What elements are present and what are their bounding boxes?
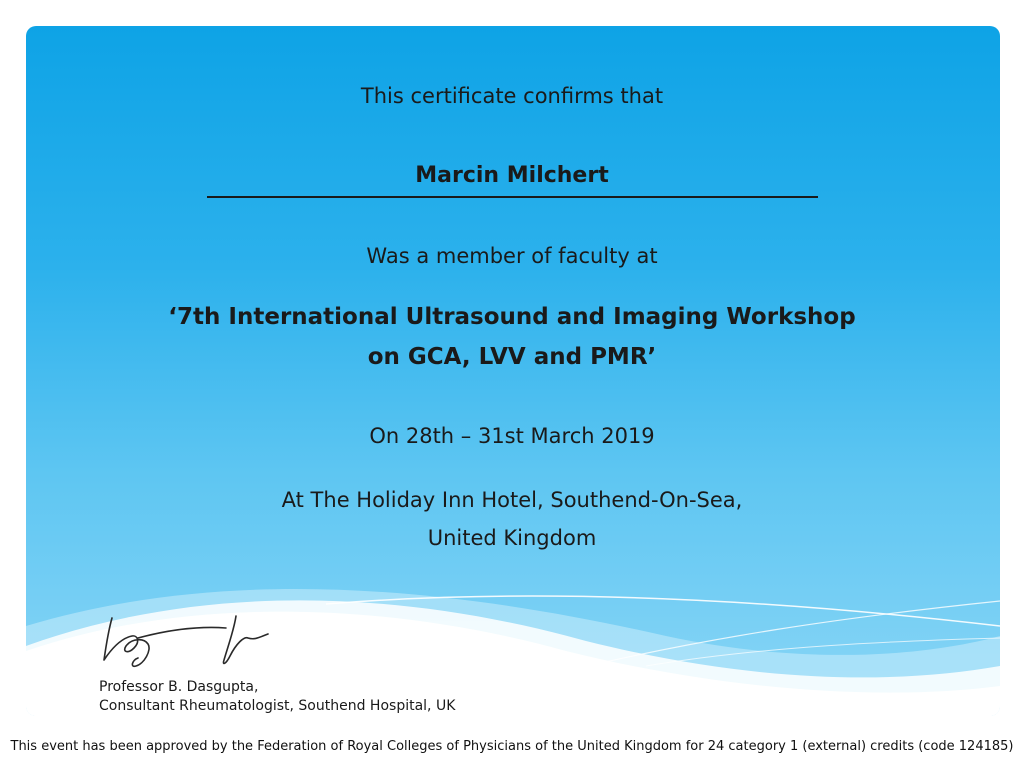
signatory-name: Professor B. Dasgupta,	[99, 679, 259, 695]
accreditation-note: This event has been approved by the Federation of Royal Colleges of Physicians of the United Kingdom for 24 category 1 (external) credits (code 124185)	[10, 739, 1014, 754]
venue-line-2: United Kingdom	[427, 526, 597, 550]
role-statement: Was a member of faculty at	[366, 244, 658, 268]
handwritten-signature	[98, 608, 278, 674]
venue-line-1: At The Holiday Inn Hotel, Southend-On-Sea,	[281, 488, 743, 512]
name-underline	[207, 196, 818, 198]
event-title-line-1: ‘7th International Ultrasound and Imaging Workshop	[168, 304, 856, 330]
event-title-line-2: on GCA, LVV and PMR’	[367, 344, 657, 370]
certificate-intro: This certificate confirms that	[360, 84, 664, 108]
signatory-title: Consultant Rheumatologist, Southend Hospital, UK	[99, 698, 456, 714]
recipient-name: Marcin Milchert	[415, 163, 609, 188]
event-dates: On 28th – 31st March 2019	[369, 424, 655, 448]
